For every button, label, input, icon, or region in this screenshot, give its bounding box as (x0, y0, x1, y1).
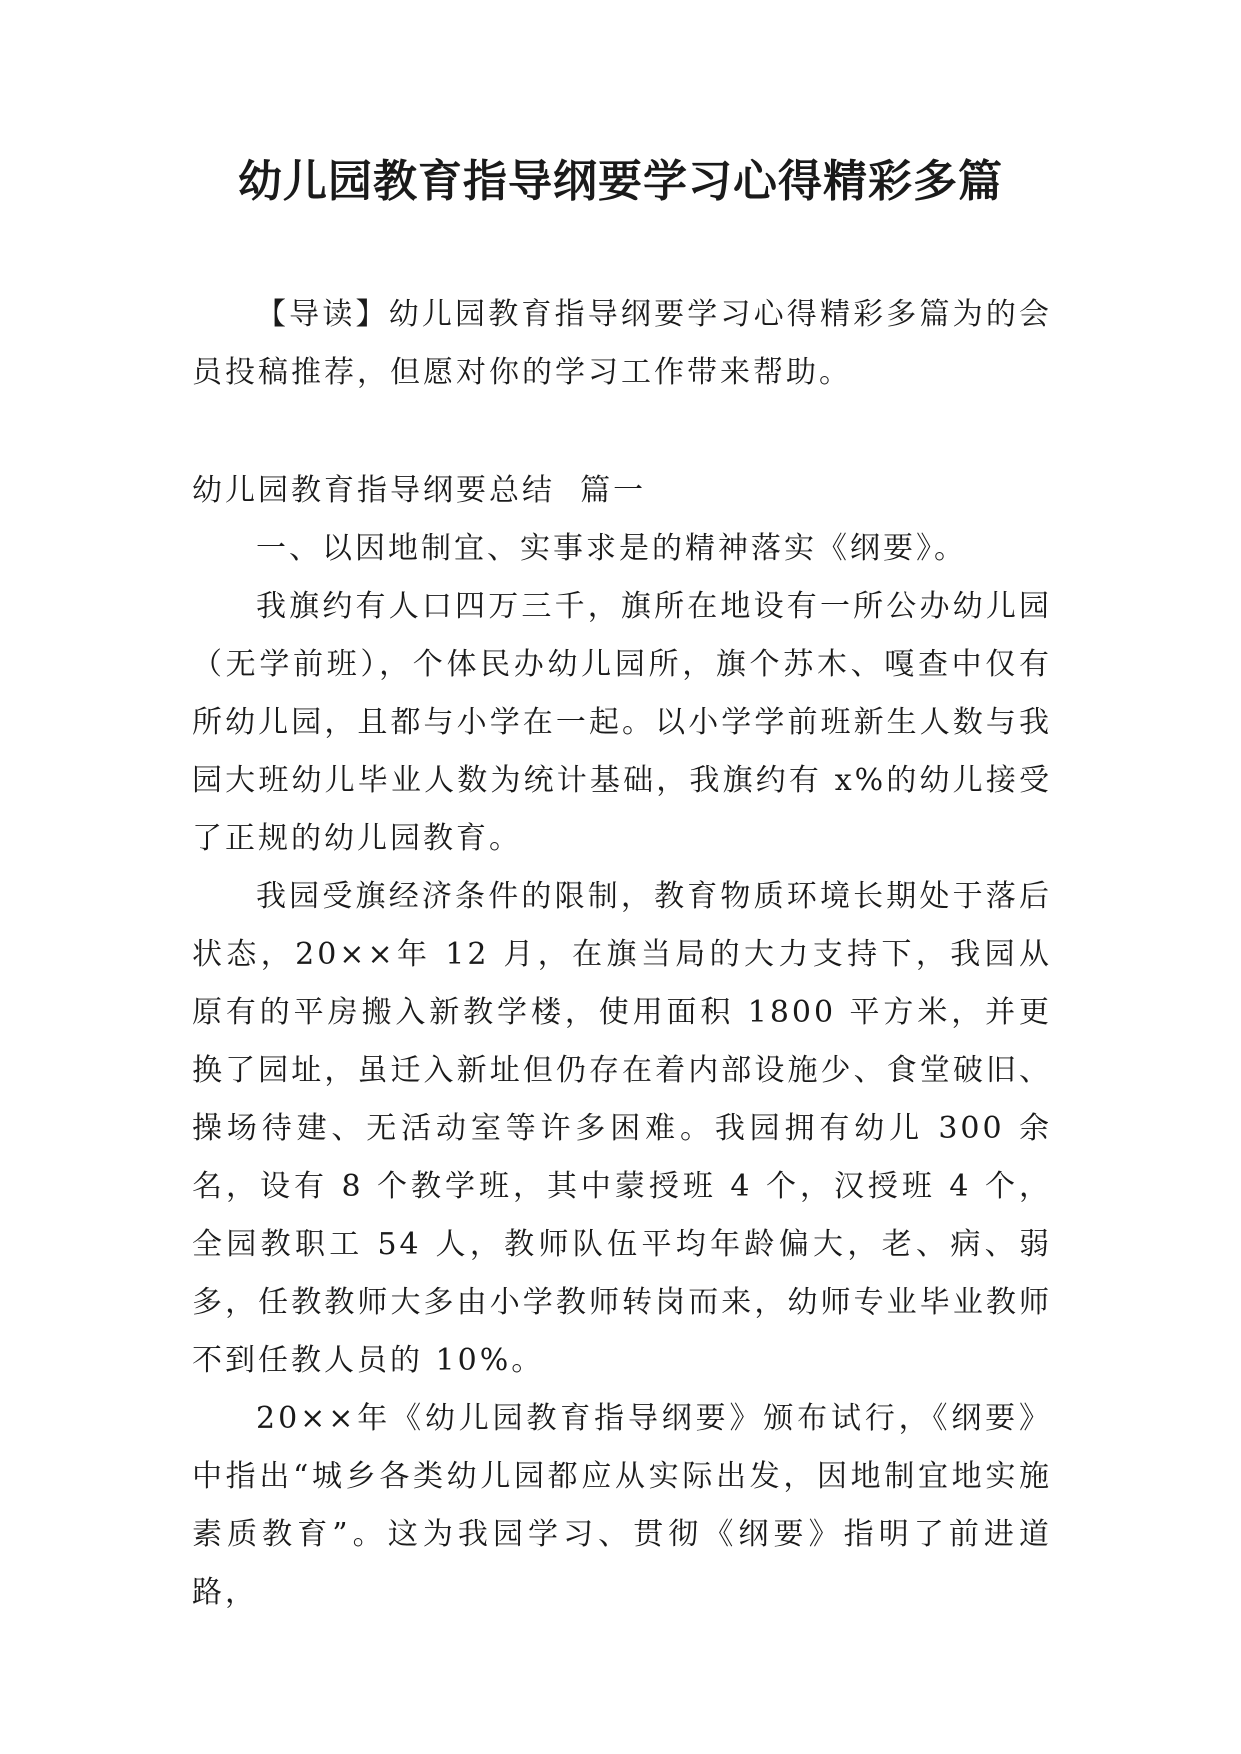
document-title: 幼儿园教育指导纲要学习心得精彩多篇 (238, 156, 1003, 207)
section-heading-block (192, 462, 1052, 520)
paragraph: 20××年《幼儿园教育指导纲要》颁布试行，《纲要》中指出“城乡各类幼儿园都应从实际出发，因地制宜地实施素质教育”。这为我园学习、贯彻《纲要》指明了前进道路， (192, 1401, 1052, 1610)
paragraph: 一、以因地制宜、实事求是的精神落实《纲要》。 (256, 531, 967, 566)
main-text (192, 520, 1052, 1622)
paragraph: 我旗约有人口四万三千，旗所在地设有一所公办幼儿园（无学前班），个体民办幼儿园所，旗个苏木、嘎查中仅有所幼儿园，且都与小学在一起。以小学学前班新生人数与我园大班幼儿毕业人数为统计基础，我旗约有 x%的幼儿接受了正规的幼儿园教育。 (192, 589, 1052, 856)
intro-paragraph: 【导读】幼儿园教育指导纲要学习心得精彩多篇为的会员投稿推荐，但愿对你的学习工作带来帮助。 (192, 297, 1052, 390)
intro-block (192, 286, 1052, 402)
section-heading: 幼儿园教育指导纲要总结 篇一 (192, 473, 647, 508)
paragraph: 我园受旗经济条件的限制，教育物质环境长期处于落后状态，20××年 12 月，在旗当局的大力支持下，我园从原有的平房搬入新教学楼，使用面积 1800 平方米，并更换了园址，虽迁入新址但仍存在着内部设施少、食堂破旧、操场待建、无活动室等许多困难。我园拥有幼儿 300 余名，设有 8 个教学班，其中蒙授班 4 个，汉授班 4 个，全园教职工 54 人，教师队伍平均年龄偏大，老、病、弱多，任教教师大多由小学教师转岗而来，幼师专业毕业教师不到任教人员的 10%。 (192, 879, 1052, 1378)
